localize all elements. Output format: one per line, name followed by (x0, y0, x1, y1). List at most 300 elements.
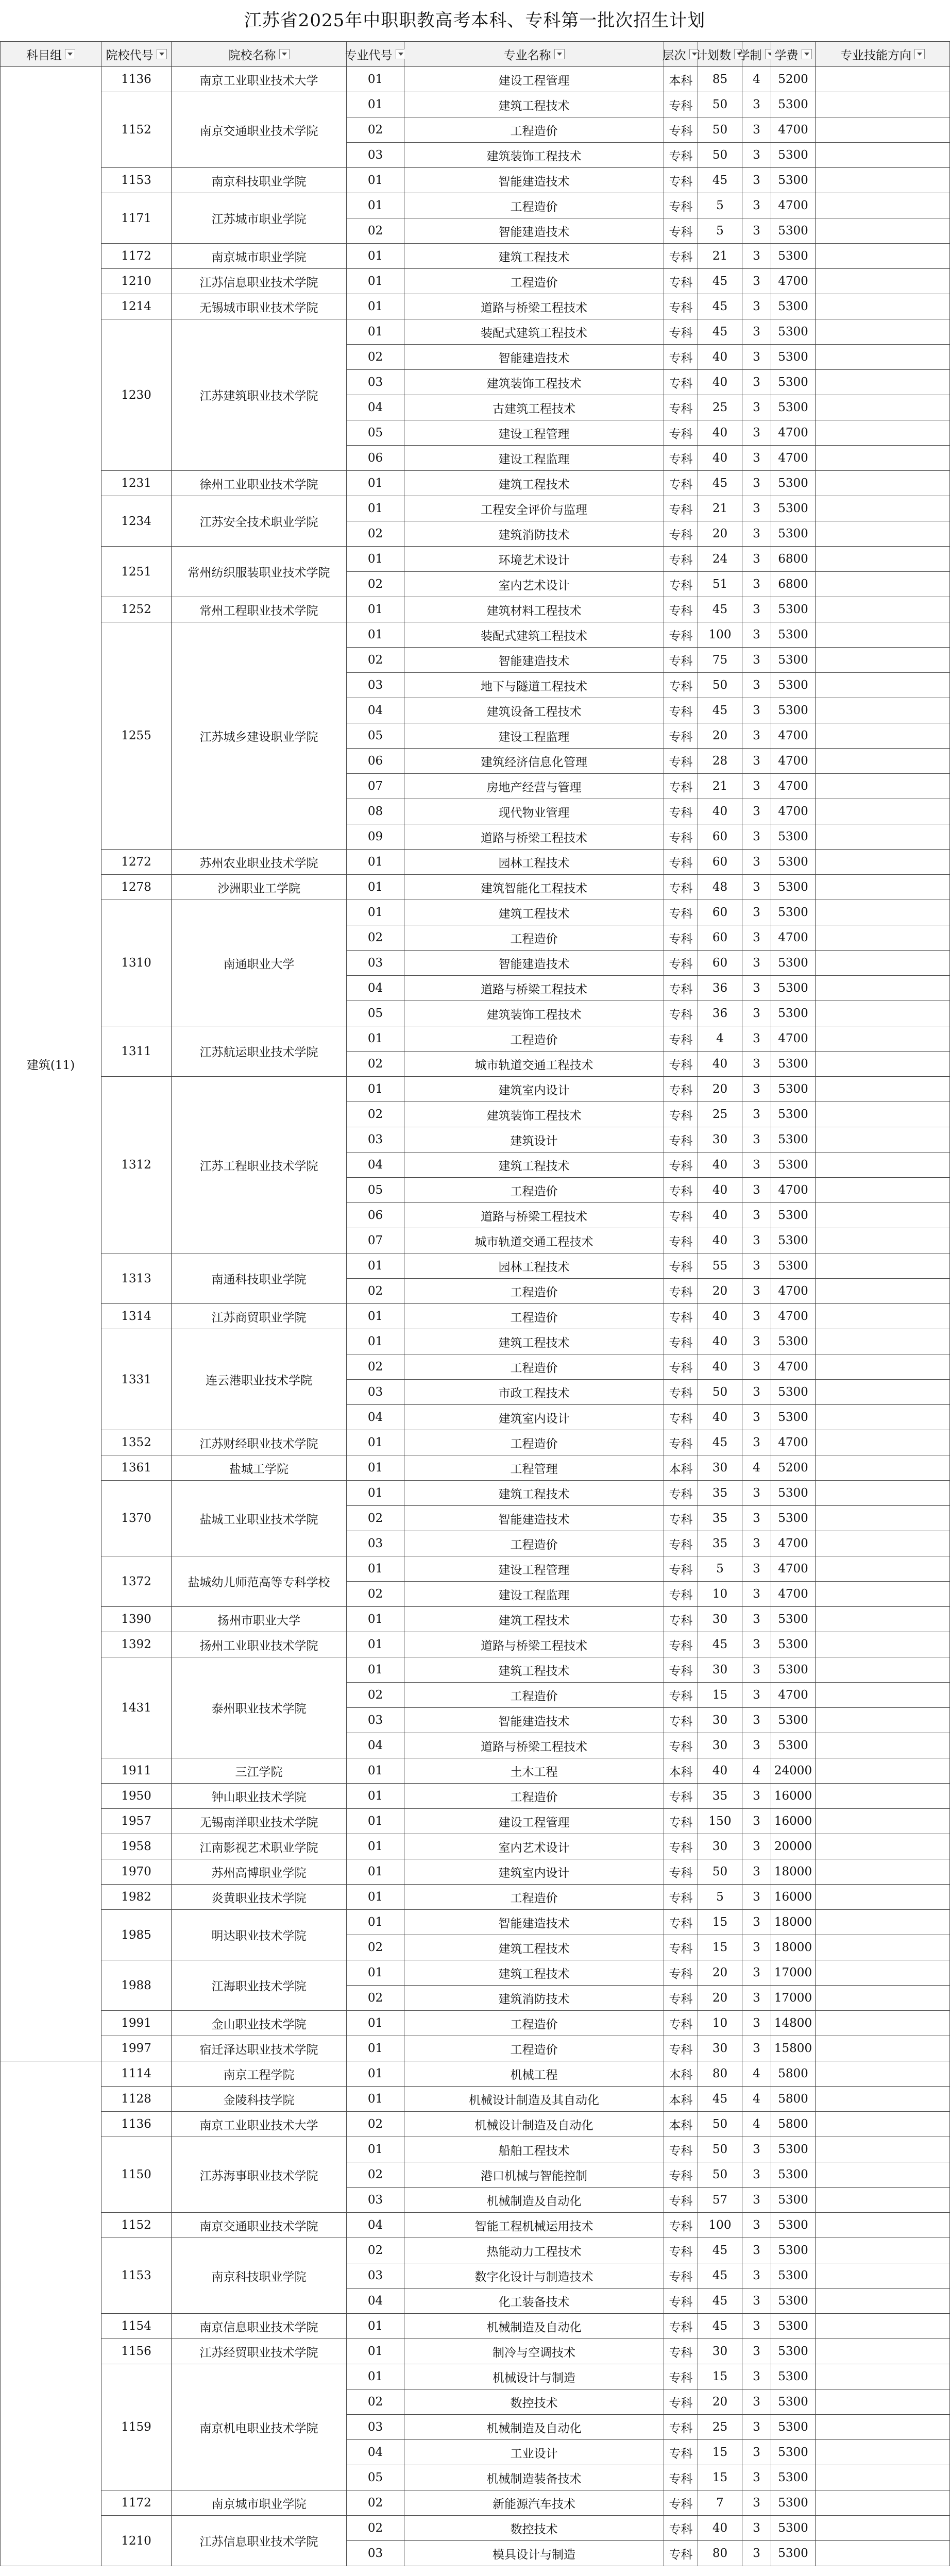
level-cell[interactable]: 专科 (664, 1935, 698, 1960)
major-name-cell[interactable]: 智能建造技术 (404, 648, 664, 673)
major-name-cell[interactable]: 建筑工程技术 (404, 1481, 664, 1506)
duration-cell[interactable]: 3 (742, 1481, 771, 1506)
level-cell[interactable]: 专科 (664, 1354, 698, 1380)
plan-count-cell[interactable]: 50 (698, 92, 742, 117)
level-cell[interactable]: 专科 (664, 1001, 698, 1026)
major-name-cell[interactable]: 建筑工程技术 (404, 471, 664, 496)
major-code-cell[interactable]: 01 (347, 900, 404, 925)
major-name-cell[interactable]: 工程造价 (404, 1885, 664, 1910)
major-name-cell[interactable]: 热能动力工程技术 (404, 2238, 664, 2263)
skill-direction-cell[interactable] (816, 2061, 950, 2087)
major-code-cell[interactable]: 01 (347, 2087, 404, 2112)
skill-direction-cell[interactable] (816, 2036, 950, 2061)
level-cell[interactable]: 专科 (664, 1077, 698, 1102)
level-cell[interactable]: 专科 (664, 2415, 698, 2440)
plan-count-cell[interactable]: 45 (698, 319, 742, 345)
duration-cell[interactable]: 3 (742, 1077, 771, 1102)
level-cell[interactable]: 专科 (664, 244, 698, 269)
duration-cell[interactable]: 3 (742, 319, 771, 345)
plan-count-cell[interactable]: 55 (698, 1253, 742, 1279)
school-code-cell[interactable]: 1352 (101, 1430, 172, 1455)
major-name-cell[interactable]: 机械设计与制造 (404, 2364, 664, 2389)
school-name-cell[interactable]: 扬州工业职业技术学院 (172, 1632, 347, 1657)
level-cell[interactable]: 专科 (664, 395, 698, 420)
level-cell[interactable]: 专科 (664, 2440, 698, 2465)
major-name-cell[interactable]: 工程造价 (404, 1531, 664, 1556)
level-cell[interactable]: 专科 (664, 723, 698, 749)
skill-direction-cell[interactable] (816, 370, 950, 395)
school-name-cell[interactable]: 扬州市职业大学 (172, 1607, 347, 1632)
major-code-cell[interactable]: 01 (347, 1910, 404, 1935)
plan-count-cell[interactable]: 5 (698, 1556, 742, 1582)
school-code-cell[interactable]: 1210 (101, 2516, 172, 2566)
school-name-cell[interactable]: 南京科技职业学院 (172, 168, 347, 193)
level-cell[interactable]: 专科 (664, 496, 698, 521)
level-cell[interactable]: 专科 (664, 1531, 698, 1556)
duration-cell[interactable]: 3 (742, 1153, 771, 1178)
major-code-cell[interactable]: 02 (347, 1582, 404, 1607)
level-cell[interactable]: 专科 (664, 1127, 698, 1153)
major-code-cell[interactable]: 01 (347, 850, 404, 875)
school-name-cell[interactable]: 江苏商贸职业学院 (172, 1304, 347, 1329)
tuition-cell[interactable]: 14800 (771, 2011, 816, 2036)
major-code-cell[interactable]: 01 (347, 244, 404, 269)
school-name-cell[interactable]: 南京信息职业技术学院 (172, 2314, 347, 2339)
plan-count-cell[interactable]: 40 (698, 1228, 742, 1253)
level-cell[interactable]: 专科 (664, 774, 698, 799)
school-code-cell[interactable]: 1172 (101, 2490, 172, 2516)
plan-count-cell[interactable]: 25 (698, 2415, 742, 2440)
tuition-cell[interactable]: 5300 (771, 976, 816, 1001)
level-cell[interactable]: 专科 (664, 1582, 698, 1607)
duration-cell[interactable]: 3 (742, 521, 771, 547)
plan-count-cell[interactable]: 28 (698, 749, 742, 774)
major-code-cell[interactable]: 01 (347, 168, 404, 193)
major-name-cell[interactable]: 工程造价 (404, 2036, 664, 2061)
plan-count-cell[interactable]: 30 (698, 2339, 742, 2364)
skill-direction-cell[interactable] (816, 2263, 950, 2289)
school-code-cell[interactable]: 1911 (101, 1758, 172, 1784)
major-code-cell[interactable]: 03 (347, 1708, 404, 1733)
major-name-cell[interactable]: 建筑室内设计 (404, 1859, 664, 1885)
school-name-cell[interactable]: 南京工业职业技术大学 (172, 2112, 347, 2137)
duration-cell[interactable]: 3 (742, 117, 771, 143)
plan-count-cell[interactable]: 35 (698, 1784, 742, 1809)
major-code-cell[interactable]: 01 (347, 1632, 404, 1657)
major-code-cell[interactable]: 01 (347, 1430, 404, 1455)
tuition-cell[interactable]: 5300 (771, 1203, 816, 1228)
tuition-cell[interactable]: 5300 (771, 1153, 816, 1178)
tuition-cell[interactable]: 4700 (771, 774, 816, 799)
skill-direction-cell[interactable] (816, 875, 950, 900)
plan-count-cell[interactable]: 25 (698, 1102, 742, 1127)
major-code-cell[interactable]: 01 (347, 319, 404, 345)
plan-count-cell[interactable]: 150 (698, 1809, 742, 1834)
plan-count-cell[interactable]: 45 (698, 597, 742, 622)
major-code-cell[interactable]: 01 (347, 1607, 404, 1632)
filter-dropdown-icon[interactable] (279, 49, 290, 59)
major-name-cell[interactable]: 室内艺术设计 (404, 1834, 664, 1859)
school-code-cell[interactable]: 1372 (101, 1556, 172, 1607)
major-name-cell[interactable]: 建筑工程技术 (404, 1960, 664, 1986)
skill-direction-cell[interactable] (816, 925, 950, 951)
skill-direction-cell[interactable] (816, 1178, 950, 1203)
duration-cell[interactable]: 3 (742, 496, 771, 521)
duration-cell[interactable]: 3 (742, 673, 771, 698)
school-code-cell[interactable]: 1136 (101, 2112, 172, 2137)
tuition-cell[interactable]: 4700 (771, 1556, 816, 1582)
tuition-cell[interactable]: 5300 (771, 496, 816, 521)
tuition-cell[interactable]: 5300 (771, 2516, 816, 2541)
skill-direction-cell[interactable] (816, 1885, 950, 1910)
skill-direction-cell[interactable] (816, 597, 950, 622)
skill-direction-cell[interactable] (816, 1607, 950, 1632)
duration-cell[interactable]: 3 (742, 143, 771, 168)
level-cell[interactable]: 专科 (664, 1052, 698, 1077)
duration-cell[interactable]: 3 (742, 622, 771, 648)
plan-count-cell[interactable]: 20 (698, 723, 742, 749)
major-code-cell[interactable]: 03 (347, 1127, 404, 1153)
level-cell[interactable]: 专科 (664, 2364, 698, 2389)
skill-direction-cell[interactable] (816, 2314, 950, 2339)
duration-cell[interactable]: 3 (742, 547, 771, 572)
major-name-cell[interactable]: 建筑工程技术 (404, 92, 664, 117)
duration-cell[interactable]: 3 (742, 850, 771, 875)
major-name-cell[interactable]: 机械设计制造及其自动化 (404, 2087, 664, 2112)
major-code-cell[interactable]: 05 (347, 2465, 404, 2490)
major-name-cell[interactable]: 建筑室内设计 (404, 1077, 664, 1102)
major-code-cell[interactable]: 02 (347, 2112, 404, 2137)
skill-direction-cell[interactable] (816, 2112, 950, 2137)
school-name-cell[interactable]: 江苏海事职业技术学院 (172, 2137, 347, 2213)
major-code-cell[interactable]: 02 (347, 117, 404, 143)
level-cell[interactable]: 专科 (664, 2516, 698, 2541)
plan-count-cell[interactable]: 45 (698, 168, 742, 193)
level-cell[interactable]: 专科 (664, 193, 698, 218)
skill-direction-cell[interactable] (816, 1531, 950, 1556)
skill-direction-cell[interactable] (816, 1632, 950, 1657)
plan-count-cell[interactable]: 45 (698, 698, 742, 723)
level-cell[interactable]: 专科 (664, 1859, 698, 1885)
skill-direction-cell[interactable] (816, 1329, 950, 1354)
level-cell[interactable]: 专科 (664, 1784, 698, 1809)
plan-count-cell[interactable]: 25 (698, 395, 742, 420)
tuition-cell[interactable]: 5300 (771, 698, 816, 723)
tuition-cell[interactable]: 5800 (771, 2087, 816, 2112)
school-code-cell[interactable]: 1982 (101, 1885, 172, 1910)
duration-cell[interactable]: 3 (742, 2339, 771, 2364)
tuition-cell[interactable]: 4700 (771, 799, 816, 824)
skill-direction-cell[interactable] (816, 1582, 950, 1607)
major-code-cell[interactable]: 01 (347, 67, 404, 92)
duration-cell[interactable]: 3 (742, 1859, 771, 1885)
level-cell[interactable]: 本科 (664, 1758, 698, 1784)
major-code-cell[interactable]: 07 (347, 774, 404, 799)
header-tuition[interactable]: 学费 (771, 42, 816, 67)
major-code-cell[interactable]: 01 (347, 2011, 404, 2036)
tuition-cell[interactable]: 5300 (771, 1607, 816, 1632)
major-name-cell[interactable]: 机械制造装备技术 (404, 2465, 664, 2490)
tuition-cell[interactable]: 17000 (771, 1986, 816, 2011)
major-name-cell[interactable]: 建筑工程技术 (404, 900, 664, 925)
major-name-cell[interactable]: 智能建造技术 (404, 168, 664, 193)
major-code-cell[interactable]: 03 (347, 951, 404, 976)
tuition-cell[interactable]: 4700 (771, 1531, 816, 1556)
school-name-cell[interactable]: 泰州职业技术学院 (172, 1657, 347, 1758)
plan-count-cell[interactable]: 45 (698, 1632, 742, 1657)
school-name-cell[interactable]: 江苏安全技术职业学院 (172, 496, 347, 547)
skill-direction-cell[interactable] (816, 1354, 950, 1380)
level-cell[interactable]: 专科 (664, 2213, 698, 2238)
skill-direction-cell[interactable] (816, 1405, 950, 1430)
major-code-cell[interactable]: 02 (347, 1354, 404, 1380)
school-code-cell[interactable]: 1988 (101, 1960, 172, 2011)
skill-direction-cell[interactable] (816, 1986, 950, 2011)
major-code-cell[interactable]: 03 (347, 673, 404, 698)
tuition-cell[interactable]: 4700 (771, 269, 816, 294)
skill-direction-cell[interactable] (816, 673, 950, 698)
level-cell[interactable]: 专科 (664, 420, 698, 446)
plan-count-cell[interactable]: 60 (698, 900, 742, 925)
major-name-cell[interactable]: 道路与桥梁工程技术 (404, 976, 664, 1001)
major-code-cell[interactable]: 06 (347, 446, 404, 471)
plan-count-cell[interactable]: 45 (698, 2087, 742, 2112)
duration-cell[interactable]: 3 (742, 1834, 771, 1859)
tuition-cell[interactable]: 5300 (771, 673, 816, 698)
major-code-cell[interactable]: 04 (347, 698, 404, 723)
skill-direction-cell[interactable] (816, 1935, 950, 1960)
school-code-cell[interactable]: 1431 (101, 1657, 172, 1758)
tuition-cell[interactable]: 5300 (771, 2389, 816, 2415)
major-code-cell[interactable]: 01 (347, 1859, 404, 1885)
duration-cell[interactable]: 3 (742, 2263, 771, 2289)
major-code-cell[interactable]: 01 (347, 92, 404, 117)
duration-cell[interactable]: 3 (742, 1430, 771, 1455)
school-name-cell[interactable]: 南京机电职业技术学院 (172, 2364, 347, 2490)
major-code-cell[interactable]: 01 (347, 2364, 404, 2389)
duration-cell[interactable]: 4 (742, 2112, 771, 2137)
skill-direction-cell[interactable] (816, 1556, 950, 1582)
skill-direction-cell[interactable] (816, 1153, 950, 1178)
skill-direction-cell[interactable] (816, 2213, 950, 2238)
skill-direction-cell[interactable] (816, 168, 950, 193)
skill-direction-cell[interactable] (816, 2289, 950, 2314)
major-name-cell[interactable]: 建筑工程技术 (404, 1153, 664, 1178)
duration-cell[interactable]: 3 (742, 1986, 771, 2011)
duration-cell[interactable]: 3 (742, 824, 771, 850)
plan-count-cell[interactable]: 20 (698, 521, 742, 547)
tuition-cell[interactable]: 5300 (771, 824, 816, 850)
level-cell[interactable]: 专科 (664, 749, 698, 774)
major-code-cell[interactable]: 01 (347, 1304, 404, 1329)
plan-count-cell[interactable]: 30 (698, 2036, 742, 2061)
duration-cell[interactable]: 3 (742, 1657, 771, 1683)
school-code-cell[interactable]: 1361 (101, 1455, 172, 1481)
plan-count-cell[interactable]: 36 (698, 976, 742, 1001)
tuition-cell[interactable]: 18000 (771, 1935, 816, 1960)
school-code-cell[interactable]: 1153 (101, 2238, 172, 2314)
major-name-cell[interactable]: 港口机械与智能控制 (404, 2162, 664, 2188)
tuition-cell[interactable]: 5300 (771, 2440, 816, 2465)
major-code-cell[interactable]: 03 (347, 2188, 404, 2213)
major-name-cell[interactable]: 建筑工程技术 (404, 1607, 664, 1632)
school-code-cell[interactable]: 1278 (101, 875, 172, 900)
skill-direction-cell[interactable] (816, 1506, 950, 1531)
skill-direction-cell[interactable] (816, 92, 950, 117)
duration-cell[interactable]: 3 (742, 1304, 771, 1329)
major-name-cell[interactable]: 工程造价 (404, 1354, 664, 1380)
tuition-cell[interactable]: 5800 (771, 2112, 816, 2137)
skill-direction-cell[interactable] (816, 2238, 950, 2263)
duration-cell[interactable]: 3 (742, 1228, 771, 1253)
major-name-cell[interactable]: 工程管理 (404, 1455, 664, 1481)
level-cell[interactable]: 专科 (664, 2036, 698, 2061)
duration-cell[interactable]: 4 (742, 1455, 771, 1481)
school-code-cell[interactable]: 1114 (101, 2061, 172, 2087)
major-name-cell[interactable]: 机械工程 (404, 2061, 664, 2087)
duration-cell[interactable]: 3 (742, 2364, 771, 2389)
plan-count-cell[interactable]: 85 (698, 67, 742, 92)
major-name-cell[interactable]: 机械设计制造及自动化 (404, 2112, 664, 2137)
duration-cell[interactable]: 4 (742, 1758, 771, 1784)
level-cell[interactable]: 专科 (664, 1607, 698, 1632)
level-cell[interactable]: 专科 (664, 951, 698, 976)
major-name-cell[interactable]: 建筑装饰工程技术 (404, 143, 664, 168)
tuition-cell[interactable]: 5300 (771, 521, 816, 547)
tuition-cell[interactable]: 6800 (771, 547, 816, 572)
level-cell[interactable]: 专科 (664, 976, 698, 1001)
level-cell[interactable]: 专科 (664, 1733, 698, 1758)
major-code-cell[interactable]: 01 (347, 1784, 404, 1809)
school-code-cell[interactable]: 1230 (101, 319, 172, 471)
plan-count-cell[interactable]: 21 (698, 244, 742, 269)
major-name-cell[interactable]: 建筑室内设计 (404, 1405, 664, 1430)
school-name-cell[interactable]: 南京交通职业技术学院 (172, 2213, 347, 2238)
major-code-cell[interactable]: 04 (347, 395, 404, 420)
school-name-cell[interactable]: 南京科技职业学院 (172, 2238, 347, 2314)
skill-direction-cell[interactable] (816, 193, 950, 218)
major-name-cell[interactable]: 地下与隧道工程技术 (404, 673, 664, 698)
major-name-cell[interactable]: 建设工程管理 (404, 1809, 664, 1834)
level-cell[interactable]: 专科 (664, 673, 698, 698)
duration-cell[interactable]: 3 (742, 1026, 771, 1052)
level-cell[interactable]: 专科 (664, 168, 698, 193)
tuition-cell[interactable]: 18000 (771, 1859, 816, 1885)
skill-direction-cell[interactable] (816, 2465, 950, 2490)
major-code-cell[interactable]: 02 (347, 1102, 404, 1127)
duration-cell[interactable]: 3 (742, 2541, 771, 2566)
plan-count-cell[interactable]: 50 (698, 1859, 742, 1885)
major-name-cell[interactable]: 房地产经营与管理 (404, 774, 664, 799)
tuition-cell[interactable]: 5300 (771, 951, 816, 976)
major-name-cell[interactable]: 模具设计与制造 (404, 2541, 664, 2566)
plan-count-cell[interactable]: 20 (698, 2389, 742, 2415)
school-name-cell[interactable]: 南京工业职业技术大学 (172, 67, 347, 92)
skill-direction-cell[interactable] (816, 1380, 950, 1405)
major-name-cell[interactable]: 建筑消防技术 (404, 521, 664, 547)
major-code-cell[interactable]: 06 (347, 749, 404, 774)
major-code-cell[interactable]: 02 (347, 2389, 404, 2415)
major-name-cell[interactable]: 建设工程管理 (404, 1556, 664, 1582)
level-cell[interactable]: 专科 (664, 2465, 698, 2490)
skill-direction-cell[interactable] (816, 2440, 950, 2465)
plan-count-cell[interactable]: 60 (698, 951, 742, 976)
tuition-cell[interactable]: 4700 (771, 925, 816, 951)
plan-count-cell[interactable]: 50 (698, 1380, 742, 1405)
level-cell[interactable]: 本科 (664, 67, 698, 92)
skill-direction-cell[interactable] (816, 1077, 950, 1102)
plan-count-cell[interactable]: 36 (698, 1001, 742, 1026)
skill-direction-cell[interactable] (816, 218, 950, 244)
duration-cell[interactable]: 3 (742, 976, 771, 1001)
duration-cell[interactable]: 3 (742, 269, 771, 294)
major-code-cell[interactable]: 03 (347, 143, 404, 168)
plan-count-cell[interactable]: 60 (698, 925, 742, 951)
duration-cell[interactable]: 3 (742, 572, 771, 597)
duration-cell[interactable]: 3 (742, 294, 771, 319)
school-code-cell[interactable]: 1997 (101, 2036, 172, 2061)
school-code-cell[interactable]: 1214 (101, 294, 172, 319)
level-cell[interactable]: 专科 (664, 1657, 698, 1683)
major-code-cell[interactable]: 02 (347, 648, 404, 673)
school-name-cell[interactable]: 南京交通职业技术学院 (172, 92, 347, 168)
duration-cell[interactable]: 3 (742, 345, 771, 370)
duration-cell[interactable]: 3 (742, 2137, 771, 2162)
level-cell[interactable]: 专科 (664, 2238, 698, 2263)
major-name-cell[interactable]: 船舶工程技术 (404, 2137, 664, 2162)
duration-cell[interactable]: 3 (742, 925, 771, 951)
tuition-cell[interactable]: 20000 (771, 1834, 816, 1859)
plan-count-cell[interactable]: 15 (698, 1935, 742, 1960)
tuition-cell[interactable]: 4700 (771, 1026, 816, 1052)
skill-direction-cell[interactable] (816, 2415, 950, 2440)
duration-cell[interactable]: 3 (742, 1178, 771, 1203)
skill-direction-cell[interactable] (816, 976, 950, 1001)
plan-count-cell[interactable]: 20 (698, 1077, 742, 1102)
plan-count-cell[interactable]: 40 (698, 799, 742, 824)
school-name-cell[interactable]: 江苏信息职业技术学院 (172, 269, 347, 294)
school-name-cell[interactable]: 宿迁泽达职业技术学院 (172, 2036, 347, 2061)
plan-count-cell[interactable]: 40 (698, 345, 742, 370)
plan-count-cell[interactable]: 15 (698, 1910, 742, 1935)
duration-cell[interactable]: 3 (742, 1001, 771, 1026)
major-code-cell[interactable]: 01 (347, 269, 404, 294)
skill-direction-cell[interactable] (816, 1960, 950, 1986)
skill-direction-cell[interactable] (816, 2541, 950, 2566)
school-code-cell[interactable]: 1985 (101, 1910, 172, 1960)
duration-cell[interactable]: 3 (742, 1784, 771, 1809)
plan-count-cell[interactable]: 10 (698, 2011, 742, 2036)
school-code-cell[interactable]: 1172 (101, 244, 172, 269)
skill-direction-cell[interactable] (816, 1657, 950, 1683)
school-name-cell[interactable]: 江苏经贸职业技术学院 (172, 2339, 347, 2364)
school-name-cell[interactable]: 南京城市职业学院 (172, 2490, 347, 2516)
major-name-cell[interactable]: 道路与桥梁工程技术 (404, 294, 664, 319)
school-code-cell[interactable]: 1958 (101, 1834, 172, 1859)
tuition-cell[interactable]: 5300 (771, 1077, 816, 1102)
major-code-cell[interactable]: 04 (347, 2213, 404, 2238)
header-major-name[interactable]: 专业名称 (404, 42, 664, 67)
duration-cell[interactable]: 3 (742, 1253, 771, 1279)
level-cell[interactable]: 本科 (664, 2061, 698, 2087)
tuition-cell[interactable]: 5300 (771, 370, 816, 395)
plan-count-cell[interactable]: 30 (698, 1733, 742, 1758)
major-code-cell[interactable]: 01 (347, 496, 404, 521)
school-name-cell[interactable]: 常州纺织服装职业技术学院 (172, 547, 347, 597)
tuition-cell[interactable]: 5300 (771, 471, 816, 496)
major-name-cell[interactable]: 智能工程机械运用技术 (404, 2213, 664, 2238)
school-code-cell[interactable]: 1159 (101, 2364, 172, 2490)
